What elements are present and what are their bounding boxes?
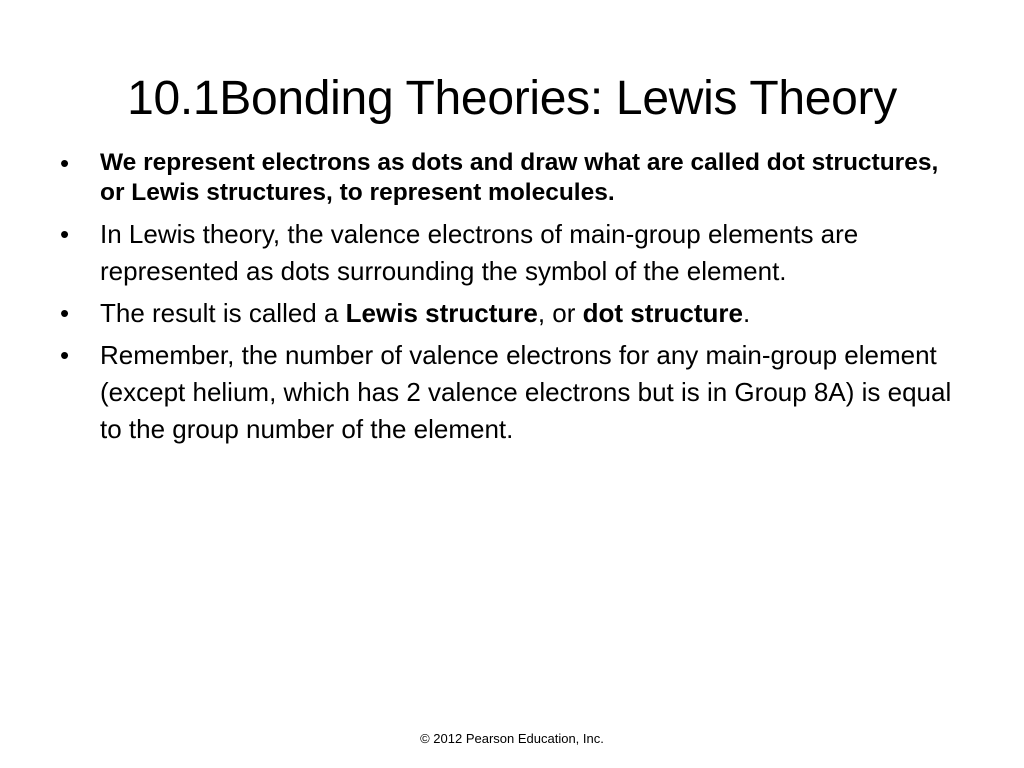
bullet-text-3-prefix: The result is called a: [100, 298, 346, 328]
dot-structure-term: dot structure: [582, 298, 743, 328]
bullet-marker: •: [60, 219, 70, 249]
bullet-list: [58, 146, 968, 453]
copyright-footer: © 2012 Pearson Education, Inc.: [420, 731, 604, 746]
bullet-marker: •: [60, 148, 70, 178]
bullet-marker: •: [60, 298, 70, 328]
slide-title: 10.1Bonding Theories: Lewis Theory: [127, 72, 897, 125]
bullet-marker: •: [60, 340, 70, 370]
bullet-text-3-middle: , or: [537, 298, 583, 328]
bullet-text-2: In Lewis theory, the valence electrons of main-group elements are represented as dots surrounding the symbol of the element.: [100, 219, 859, 286]
bullet-item-4: [58, 337, 968, 448]
lewis-structure-term: Lewis structure: [345, 298, 538, 328]
bullet-item-2: [58, 216, 968, 290]
bullet-item-3: [58, 295, 968, 332]
bullet-text-4: Remember, the number of valence electrons for any main-group element (except helium, which has 2 valence electrons but is in Group 8A) is equal to the group number of the element.: [100, 340, 952, 444]
bullet-text-1: We represent electrons as dots and draw what are called dot structures, or Lewis structures, to represent molecules.: [100, 149, 939, 206]
bullet-item-1: [58, 146, 968, 208]
bullet-text-3-suffix: .: [742, 298, 751, 328]
